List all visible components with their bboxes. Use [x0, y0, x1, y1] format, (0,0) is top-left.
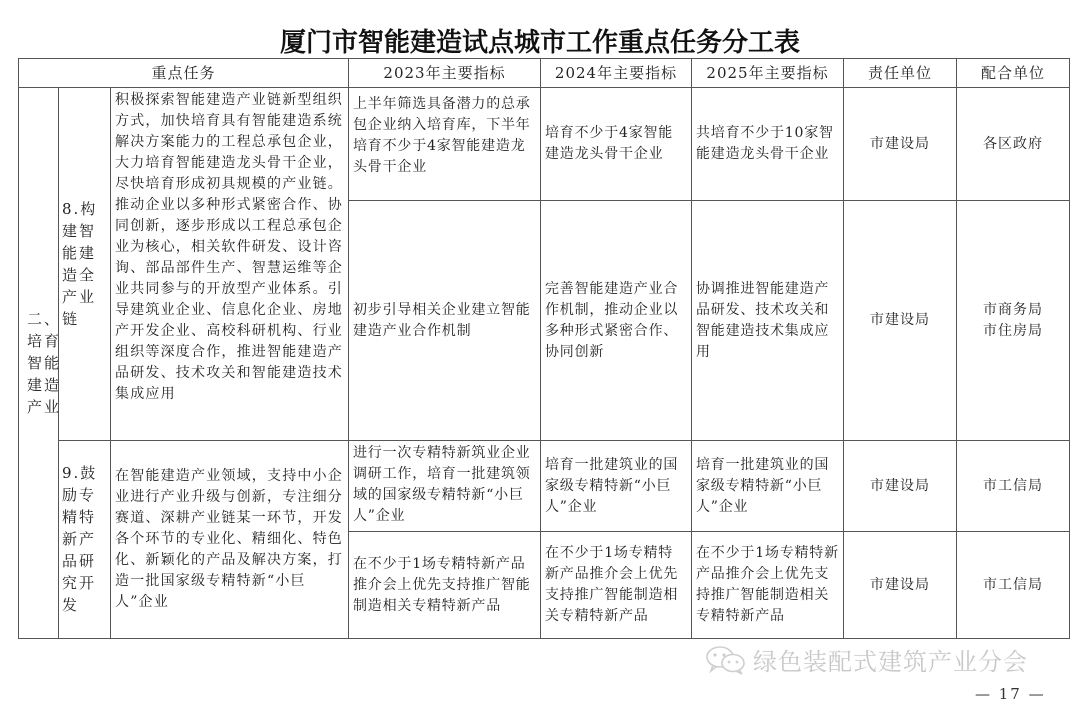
header-task: 重点任务: [19, 59, 349, 88]
cooperating-unit-line: 市商务局: [983, 301, 1043, 318]
table-header-row: [19, 59, 1070, 88]
header-2025: 2025年主要指标: [692, 59, 844, 88]
document-title: 厦门市智能建造试点城市工作重点任务分工表: [279, 28, 800, 58]
task-label-cell: [59, 88, 111, 441]
task-label: 9.鼓励专精特新产品研究开发: [62, 464, 98, 614]
task-label: 8.构建智能建造全产业链: [62, 199, 98, 328]
task-label-cell: [59, 441, 111, 639]
indicator-2024: 培育一批建筑业的国家级专精特新“小巨人”企业: [541, 441, 692, 532]
cooperating-unit-line: 市住房局: [983, 322, 1043, 339]
table-row: [19, 441, 1070, 532]
indicator-2025: 共培育不少于10家智能建造龙头骨干企业: [692, 88, 844, 201]
category-label: 二、培育智能建造产业: [26, 309, 61, 416]
header-2023: 2023年主要指标: [349, 59, 541, 88]
indicator-2023: 在不少于1场专精特新产品推介会上优先支持推广智能制造相关专精特新产品: [349, 532, 541, 639]
cooperating-unit: [957, 201, 1070, 441]
page-number: — 17 —: [975, 685, 1046, 703]
task-description: 在智能建造产业领域，支持中小企业进行产业升级与创新，专注细分赛道、深耕产业链某一环节，开发各个环节的专业化、精细化、特色化、新颖化的产品及解决方案，打造一批国家级专精特新“小巨人”企业: [111, 441, 349, 639]
cooperating-unit: 市工信局: [957, 441, 1070, 532]
category-cell: [19, 88, 59, 639]
header-responsible: 责任单位: [844, 59, 957, 88]
indicator-2024: 培育不少于4家智能建造龙头骨干企业: [541, 88, 692, 201]
table-row: [19, 88, 1070, 201]
responsible-unit: 市建设局: [844, 88, 957, 201]
wechat-icon: [705, 645, 747, 675]
responsible-unit: 市建设局: [844, 532, 957, 639]
indicator-2024: 完善智能建造产业合作机制，推动企业以多种形式紧密合作、协同创新: [541, 201, 692, 441]
indicator-2023: 上半年筛选具备潜力的总承包企业纳入培育库，下半年培育不少于4家智能建造龙头骨干企业: [349, 88, 541, 201]
responsible-unit: 市建设局: [844, 201, 957, 441]
indicator-2025: 协调推进智能建造产品研发、技术攻关和智能建造技术集成应用: [692, 201, 844, 441]
task-table: [18, 58, 1070, 639]
indicator-2023: 进行一次专精特新筑业企业调研工作，培育一批建筑领域的国家级专精特新“小巨人”企业: [349, 441, 541, 532]
task-description: 积极探索智能建造产业链新型组织方式，加快培育具有智能建造系统解决方案能力的工程总承包企业，大力培育智能建造龙头骨干企业，尽快培育形成初具规模的产业链。推动企业以多种形式紧密合作、协同创新，逐步形成以工程总承包企业为核心，相关软件研发、设计咨询、部品部件生产、智慧运维等企业共同参与的开放型产业体系。引导建筑业企业、信息化企业、房地产开发企业、高校科研机构、行业组织等深度合作，推进智能建造产品研发、技术攻关和智能建造技术集成应用: [111, 88, 349, 441]
cooperating-unit: 各区政府: [957, 88, 1070, 201]
indicator-2023: 初步引导相关企业建立智能建造产业合作机制: [349, 201, 541, 441]
header-cooperating: 配合单位: [957, 59, 1070, 88]
watermark-text: 绿色装配式建筑产业分会: [753, 648, 1028, 676]
header-2024: 2024年主要指标: [541, 59, 692, 88]
indicator-2025: 在不少于1场专精特新产品推介会上优先支持推广智能制造相关专精特新产品: [692, 532, 844, 639]
indicator-2024: 在不少于1场专精特新产品推介会上优先支持推广智能制造相关专精特新产品: [541, 532, 692, 639]
indicator-2025: 培育一批建筑业的国家级专精特新“小巨人”企业: [692, 441, 844, 532]
cooperating-unit: 市工信局: [957, 532, 1070, 639]
responsible-unit: 市建设局: [844, 441, 957, 532]
watermark: [705, 642, 1028, 677]
